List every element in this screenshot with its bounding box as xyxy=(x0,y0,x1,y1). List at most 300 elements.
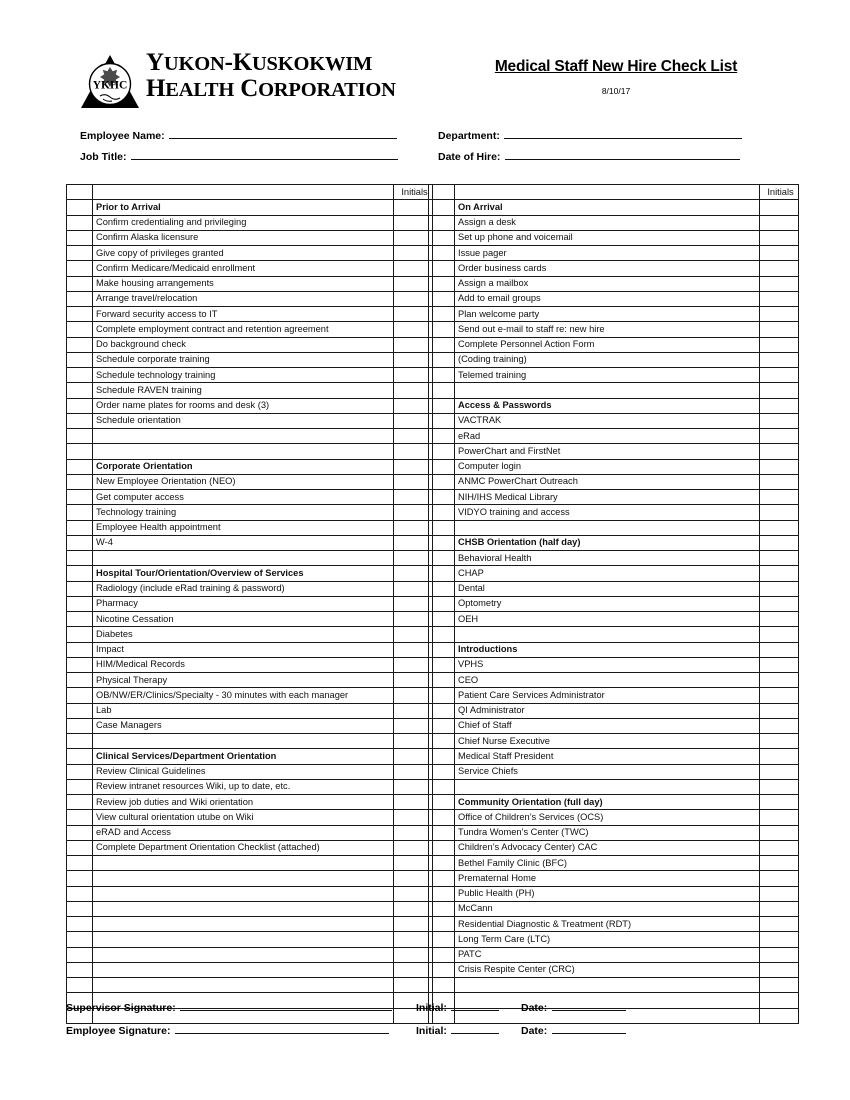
checkbox-cell[interactable] xyxy=(429,825,455,840)
initials-cell[interactable] xyxy=(394,474,433,489)
checkbox-cell[interactable] xyxy=(67,718,93,733)
initials-cell[interactable] xyxy=(760,215,799,230)
initials-cell[interactable] xyxy=(760,230,799,245)
initials-cell[interactable] xyxy=(760,703,799,718)
initials-cell[interactable] xyxy=(760,612,799,627)
checkbox-cell[interactable] xyxy=(67,520,93,535)
checkbox-cell[interactable] xyxy=(67,962,93,977)
checklist-item-label: Get computer access xyxy=(93,490,394,505)
supervisor-date-input[interactable] xyxy=(552,999,626,1011)
checkbox-cell[interactable] xyxy=(67,368,93,383)
table-row xyxy=(67,810,433,825)
initials-cell[interactable] xyxy=(394,627,433,642)
initials-cell[interactable] xyxy=(760,444,799,459)
initials-cell[interactable] xyxy=(394,291,433,306)
table-row xyxy=(429,490,799,505)
initials-cell[interactable] xyxy=(760,429,799,444)
initials-cell[interactable] xyxy=(760,596,799,611)
supervisor-initial-label: Initial: xyxy=(416,1002,447,1014)
checkbox-cell[interactable] xyxy=(429,337,455,352)
checklist-item-label: Behavioral Health xyxy=(455,551,760,566)
checklist-item-label: Nicotine Cessation xyxy=(93,612,394,627)
initials-cell[interactable] xyxy=(760,398,799,413)
checkbox-cell[interactable] xyxy=(429,642,455,657)
checkbox-cell[interactable] xyxy=(67,840,93,855)
checkbox-cell[interactable] xyxy=(67,200,93,215)
initials-cell[interactable] xyxy=(760,474,799,489)
checklist-item-label: Schedule RAVEN training xyxy=(93,383,394,398)
checkbox-cell[interactable] xyxy=(67,276,93,291)
employee-info-fields xyxy=(66,126,786,172)
job-title-input[interactable] xyxy=(131,148,398,160)
checklist-item-label: (Coding training) xyxy=(455,352,760,367)
checkbox-cell[interactable] xyxy=(67,642,93,657)
checkbox-cell[interactable] xyxy=(67,230,93,245)
checkbox-cell[interactable] xyxy=(429,413,455,428)
checklist-item-label: VIDYO training and access xyxy=(455,505,760,520)
initials-cell[interactable] xyxy=(394,962,433,977)
checkbox-cell[interactable] xyxy=(67,673,93,688)
table-row xyxy=(67,734,433,749)
initials-cell[interactable] xyxy=(394,764,433,779)
initials-cell[interactable] xyxy=(394,703,433,718)
initials-cell[interactable] xyxy=(760,551,799,566)
table-row xyxy=(429,856,799,871)
table-header-blank xyxy=(93,185,394,200)
initials-cell[interactable] xyxy=(394,566,433,581)
checkbox-cell[interactable] xyxy=(67,291,93,306)
checkbox-cell[interactable] xyxy=(67,795,93,810)
blank-item-cell xyxy=(455,978,760,993)
table-row xyxy=(67,673,433,688)
checkbox-cell[interactable] xyxy=(67,825,93,840)
checkbox-cell[interactable] xyxy=(429,596,455,611)
checkbox-cell[interactable] xyxy=(429,673,455,688)
initials-cell[interactable] xyxy=(760,886,799,901)
initials-cell[interactable] xyxy=(394,840,433,855)
checkbox-cell[interactable] xyxy=(67,246,93,261)
checkbox-cell[interactable] xyxy=(429,779,455,794)
checkbox-cell[interactable] xyxy=(429,398,455,413)
section-header-cell: Hospital Tour/Orientation/Overview of Services xyxy=(93,566,394,581)
date-of-hire-input[interactable] xyxy=(505,148,740,160)
initials-cell[interactable] xyxy=(760,337,799,352)
initials-cell[interactable] xyxy=(760,322,799,337)
checklist-item-label: eRad xyxy=(455,429,760,444)
employee-initial-group xyxy=(416,1021,499,1039)
initials-cell[interactable] xyxy=(394,917,433,932)
initials-cell[interactable] xyxy=(394,657,433,672)
table-row xyxy=(429,352,799,367)
initials-cell[interactable] xyxy=(394,551,433,566)
checkbox-cell[interactable] xyxy=(67,474,93,489)
table-row xyxy=(429,642,799,657)
checkbox-cell[interactable] xyxy=(429,474,455,489)
checklist-item-label: Bethel Family Clinic (BFC) xyxy=(455,856,760,871)
initials-cell[interactable] xyxy=(760,978,799,993)
initials-cell[interactable] xyxy=(394,886,433,901)
checklist-item-label: Add to email groups xyxy=(455,291,760,306)
initials-cell[interactable] xyxy=(394,261,433,276)
checkbox-cell[interactable] xyxy=(429,947,455,962)
checklist-item-label: W-4 xyxy=(93,535,394,550)
checkbox-cell[interactable] xyxy=(429,551,455,566)
initials-cell[interactable] xyxy=(394,520,433,535)
initials-cell[interactable] xyxy=(394,413,433,428)
table-row xyxy=(67,398,433,413)
initials-cell[interactable] xyxy=(394,276,433,291)
blank-item-cell xyxy=(93,932,394,947)
table-row xyxy=(67,337,433,352)
initials-cell[interactable] xyxy=(394,444,433,459)
initials-cell[interactable] xyxy=(394,642,433,657)
initials-cell[interactable] xyxy=(394,535,433,550)
section-header-cell: Corporate Orientation xyxy=(93,459,394,474)
initials-cell[interactable] xyxy=(394,596,433,611)
table-row xyxy=(429,612,799,627)
initials-cell[interactable] xyxy=(394,779,433,794)
initials-cell[interactable] xyxy=(394,459,433,474)
page-title: Medical Staff New Hire Check List xyxy=(494,58,738,75)
employee-signature-input[interactable] xyxy=(175,1022,389,1034)
initials-cell[interactable] xyxy=(394,383,433,398)
checklist-item-label: Review job duties and Wiki orientation xyxy=(93,795,394,810)
initials-cell[interactable] xyxy=(394,749,433,764)
checklist-item-label: Pharmacy xyxy=(93,596,394,611)
checkbox-cell[interactable] xyxy=(429,444,455,459)
table-row xyxy=(429,688,799,703)
checklist-item-label: Complete Personnel Action Form xyxy=(455,337,760,352)
department-input[interactable] xyxy=(504,127,742,139)
checkbox-cell[interactable] xyxy=(429,490,455,505)
initials-cell[interactable] xyxy=(394,230,433,245)
checklist-item-label: Send out e-mail to staff re: new hire xyxy=(455,322,760,337)
initials-cell[interactable] xyxy=(394,352,433,367)
checklist-item-label: HIM/Medical Records xyxy=(93,657,394,672)
table-row xyxy=(429,962,799,977)
initials-cell[interactable] xyxy=(760,764,799,779)
checkbox-cell[interactable] xyxy=(429,322,455,337)
initials-cell[interactable] xyxy=(394,307,433,322)
initials-cell[interactable] xyxy=(394,505,433,520)
initials-cell[interactable] xyxy=(394,932,433,947)
checkbox-cell[interactable] xyxy=(429,246,455,261)
checkbox-cell[interactable] xyxy=(67,734,93,749)
initials-cell[interactable] xyxy=(760,291,799,306)
checkbox-cell[interactable] xyxy=(429,535,455,550)
initials-cell[interactable] xyxy=(394,368,433,383)
employee-date-input[interactable] xyxy=(552,1022,626,1034)
checkbox-cell[interactable] xyxy=(429,581,455,596)
checkbox-cell[interactable] xyxy=(429,307,455,322)
checkbox-cell[interactable] xyxy=(67,947,93,962)
initials-cell[interactable] xyxy=(760,261,799,276)
table-row xyxy=(67,307,433,322)
employee-name-input[interactable] xyxy=(169,127,397,139)
checkbox-cell[interactable] xyxy=(67,215,93,230)
checkbox-cell[interactable] xyxy=(67,627,93,642)
table-row xyxy=(67,703,433,718)
checklist-item-label: Plan welcome party xyxy=(455,307,760,322)
checkbox-cell[interactable] xyxy=(67,917,93,932)
checkbox-cell[interactable] xyxy=(429,291,455,306)
initials-cell[interactable] xyxy=(760,734,799,749)
supervisor-signature-label: Supervisor Signature: xyxy=(66,1002,176,1014)
initials-cell[interactable] xyxy=(394,200,433,215)
table-corner-cell xyxy=(429,185,455,200)
checkbox-cell[interactable] xyxy=(67,261,93,276)
checklist-left-body xyxy=(67,185,433,1024)
checkbox-cell[interactable] xyxy=(429,810,455,825)
checkbox-cell[interactable] xyxy=(429,917,455,932)
initials-cell[interactable] xyxy=(760,840,799,855)
table-row xyxy=(429,474,799,489)
checkbox-cell[interactable] xyxy=(429,368,455,383)
initials-cell[interactable] xyxy=(760,673,799,688)
table-row xyxy=(429,703,799,718)
checkbox-cell[interactable] xyxy=(67,459,93,474)
checkbox-cell[interactable] xyxy=(429,856,455,871)
initials-cell[interactable] xyxy=(760,413,799,428)
checkbox-cell[interactable] xyxy=(429,688,455,703)
initials-cell[interactable] xyxy=(394,429,433,444)
checkbox-cell[interactable] xyxy=(67,932,93,947)
initials-cell[interactable] xyxy=(760,352,799,367)
checkbox-cell[interactable] xyxy=(429,429,455,444)
checkbox-cell[interactable] xyxy=(67,535,93,550)
checkbox-cell[interactable] xyxy=(429,276,455,291)
initials-cell[interactable] xyxy=(760,901,799,916)
checkbox-cell[interactable] xyxy=(429,352,455,367)
initials-cell[interactable] xyxy=(394,901,433,916)
initials-cell[interactable] xyxy=(760,368,799,383)
checklist-item-label: Impact xyxy=(93,642,394,657)
checklist-item-label: Case Managers xyxy=(93,718,394,733)
table-row xyxy=(429,718,799,733)
initials-cell[interactable] xyxy=(394,947,433,962)
checkbox-cell[interactable] xyxy=(67,764,93,779)
checkbox-cell[interactable] xyxy=(67,566,93,581)
checkbox-cell[interactable] xyxy=(67,856,93,871)
checkbox-cell[interactable] xyxy=(67,352,93,367)
initials-cell[interactable] xyxy=(394,734,433,749)
checkbox-cell[interactable] xyxy=(67,398,93,413)
checkbox-cell[interactable] xyxy=(429,734,455,749)
initials-cell[interactable] xyxy=(760,947,799,962)
blank-item-cell xyxy=(93,856,394,871)
checkbox-cell[interactable] xyxy=(429,459,455,474)
initials-cell[interactable] xyxy=(394,673,433,688)
checkbox-cell[interactable] xyxy=(67,703,93,718)
checkbox-cell[interactable] xyxy=(429,901,455,916)
initials-cell[interactable] xyxy=(394,246,433,261)
initials-cell[interactable] xyxy=(394,871,433,886)
employee-signature-label: Employee Signature: xyxy=(66,1025,171,1037)
initials-cell[interactable] xyxy=(394,795,433,810)
checkbox-cell[interactable] xyxy=(67,779,93,794)
checkbox-cell[interactable] xyxy=(429,840,455,855)
checkbox-cell[interactable] xyxy=(429,886,455,901)
employee-initial-input[interactable] xyxy=(451,1022,499,1034)
job-title-row xyxy=(80,147,430,168)
logo-line-1: YUKON-KUSKOKWIM xyxy=(146,49,373,76)
initials-cell[interactable] xyxy=(760,505,799,520)
section-header-cell: Community Orientation (full day) xyxy=(455,795,760,810)
initials-cell[interactable] xyxy=(760,795,799,810)
initials-cell[interactable] xyxy=(394,718,433,733)
initials-cell[interactable] xyxy=(760,825,799,840)
checkbox-cell[interactable] xyxy=(67,337,93,352)
initials-cell[interactable] xyxy=(760,718,799,733)
checkbox-cell[interactable] xyxy=(429,749,455,764)
checkbox-cell[interactable] xyxy=(429,718,455,733)
checkbox-cell[interactable] xyxy=(429,566,455,581)
supervisor-initial-input[interactable] xyxy=(451,999,499,1011)
checkbox-cell[interactable] xyxy=(429,657,455,672)
checkbox-cell[interactable] xyxy=(429,230,455,245)
checkbox-cell[interactable] xyxy=(67,322,93,337)
checkbox-cell[interactable] xyxy=(67,810,93,825)
table-row xyxy=(429,840,799,855)
table-row xyxy=(67,627,433,642)
checkbox-cell[interactable] xyxy=(429,261,455,276)
checkbox-cell[interactable] xyxy=(67,307,93,322)
initials-cell[interactable] xyxy=(760,490,799,505)
checklist-item-label: Office of Children’s Services (OCS) xyxy=(455,810,760,825)
table-row xyxy=(67,962,433,977)
checklist-item-label: Lab xyxy=(93,703,394,718)
checkbox-cell[interactable] xyxy=(67,429,93,444)
initials-cell[interactable] xyxy=(760,566,799,581)
checklist-item-label: VACTRAK xyxy=(455,413,760,428)
checkbox-cell[interactable] xyxy=(67,413,93,428)
initials-cell[interactable] xyxy=(394,581,433,596)
initials-cell[interactable] xyxy=(760,810,799,825)
initials-cell[interactable] xyxy=(394,215,433,230)
checkbox-cell[interactable] xyxy=(429,200,455,215)
checkbox-cell[interactable] xyxy=(67,871,93,886)
document-header xyxy=(66,48,786,120)
table-row xyxy=(429,779,799,794)
table-row xyxy=(429,795,799,810)
initials-cell[interactable] xyxy=(760,642,799,657)
department-row xyxy=(438,126,786,147)
checkbox-cell[interactable] xyxy=(67,657,93,672)
section-header-cell: CHSB Orientation (half day) xyxy=(455,535,760,550)
table-row xyxy=(67,978,433,993)
initials-cell[interactable] xyxy=(760,581,799,596)
section-header-cell: Prior to Arrival xyxy=(93,200,394,215)
table-row xyxy=(67,566,433,581)
blank-item-cell xyxy=(93,978,394,993)
checkbox-cell[interactable] xyxy=(429,612,455,627)
checkbox-cell[interactable] xyxy=(67,596,93,611)
initials-cell[interactable] xyxy=(760,459,799,474)
initials-cell[interactable] xyxy=(760,200,799,215)
initials-cell[interactable] xyxy=(394,398,433,413)
logo-line-2: HEALTH CORPORATION xyxy=(146,75,396,103)
supervisor-signature-input[interactable] xyxy=(180,999,392,1011)
checkbox-cell[interactable] xyxy=(429,383,455,398)
table-row xyxy=(429,947,799,962)
initials-cell[interactable] xyxy=(394,810,433,825)
checkbox-cell[interactable] xyxy=(429,932,455,947)
initials-cell[interactable] xyxy=(394,322,433,337)
checkbox-cell[interactable] xyxy=(67,978,93,993)
initials-cell[interactable] xyxy=(760,688,799,703)
initials-cell[interactable] xyxy=(760,962,799,977)
initials-cell[interactable] xyxy=(760,856,799,871)
initials-cell[interactable] xyxy=(760,246,799,261)
checkbox-cell[interactable] xyxy=(67,688,93,703)
checkbox-cell[interactable] xyxy=(67,490,93,505)
checkbox-cell[interactable] xyxy=(67,581,93,596)
initials-cell[interactable] xyxy=(760,871,799,886)
checkbox-cell[interactable] xyxy=(429,215,455,230)
table-row xyxy=(67,551,433,566)
checkbox-cell[interactable] xyxy=(67,551,93,566)
table-row xyxy=(67,261,433,276)
checkbox-cell[interactable] xyxy=(67,383,93,398)
checkbox-cell[interactable] xyxy=(429,627,455,642)
initials-cell[interactable] xyxy=(394,978,433,993)
table-row xyxy=(429,246,799,261)
checkbox-cell[interactable] xyxy=(67,886,93,901)
initials-cell[interactable] xyxy=(394,337,433,352)
checkbox-cell[interactable] xyxy=(429,764,455,779)
checkbox-cell[interactable] xyxy=(429,795,455,810)
initials-cell[interactable] xyxy=(394,856,433,871)
initials-cell[interactable] xyxy=(760,276,799,291)
checklist-item-label: CHAP xyxy=(455,566,760,581)
checkbox-cell[interactable] xyxy=(429,871,455,886)
table-row xyxy=(67,718,433,733)
initials-cell[interactable] xyxy=(760,749,799,764)
table-row xyxy=(67,581,433,596)
checkbox-cell[interactable] xyxy=(67,505,93,520)
initials-cell[interactable] xyxy=(394,688,433,703)
initials-cell[interactable] xyxy=(394,825,433,840)
checkbox-cell[interactable] xyxy=(67,749,93,764)
checkbox-cell[interactable] xyxy=(429,505,455,520)
checklist-item-label: Issue pager xyxy=(455,246,760,261)
initials-cell[interactable] xyxy=(760,535,799,550)
initials-cell[interactable] xyxy=(394,490,433,505)
initials-cell[interactable] xyxy=(394,612,433,627)
checkbox-cell[interactable] xyxy=(429,520,455,535)
initials-cell[interactable] xyxy=(760,383,799,398)
initials-cell[interactable] xyxy=(760,627,799,642)
checklist-item-label: Complete employment contract and retention agreement xyxy=(93,322,394,337)
table-row xyxy=(67,917,433,932)
table-row xyxy=(67,505,433,520)
initials-cell[interactable] xyxy=(760,932,799,947)
checkbox-cell[interactable] xyxy=(67,444,93,459)
checkbox-cell[interactable] xyxy=(67,612,93,627)
initials-cell[interactable] xyxy=(760,307,799,322)
initials-cell[interactable] xyxy=(760,917,799,932)
checklist-item-label: Patient Care Services Administrator xyxy=(455,688,760,703)
checkbox-cell[interactable] xyxy=(67,901,93,916)
checkbox-cell[interactable] xyxy=(429,703,455,718)
initials-cell[interactable] xyxy=(760,520,799,535)
checklist-item-label: Long Term Care (LTC) xyxy=(455,932,760,947)
checkbox-cell[interactable] xyxy=(429,978,455,993)
checkbox-cell[interactable] xyxy=(429,962,455,977)
initials-cell[interactable] xyxy=(760,657,799,672)
table-row xyxy=(429,368,799,383)
initials-cell[interactable] xyxy=(760,779,799,794)
